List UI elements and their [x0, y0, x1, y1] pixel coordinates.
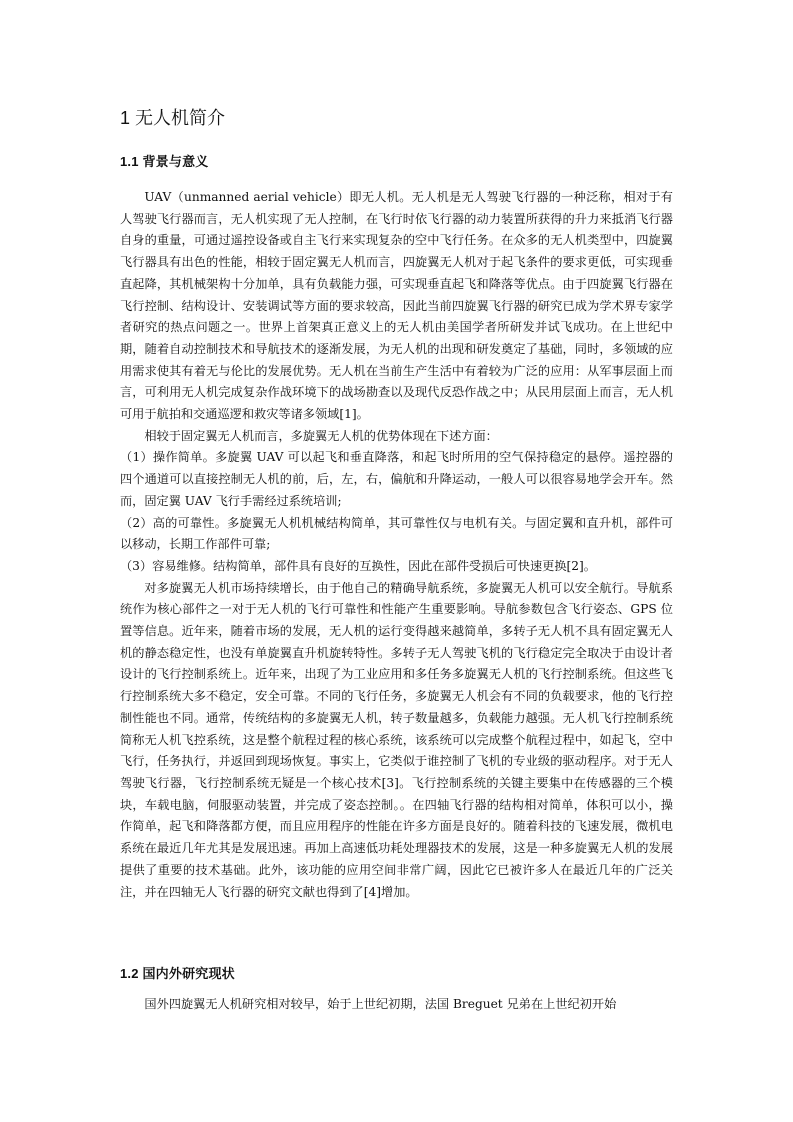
- paragraph: 对多旋翼无人机市场持续增长，由于他自己的精确导航系统，多旋翼无人机可以安全航行。导航系统作为核心部件之一对于无人机的飞行可靠性和性能产生重要影响。导航参数包含飞行姿态、GPS 位置等信息。近年来，随着市场的发展，无人机的运行变得越来越简单，多转子无人机不具有固定翼无人机的静态稳定性，也没有单旋翼直升机旋转特性。多转子无人驾驶飞机的飞行稳定完全取决于由设计者设计的飞行控制系统上。近年来，出现了为工业应用和多任务多旋翼无人机的飞行控制系统。但这些飞行控制系统大多不稳定，安全可靠。不同的飞行任务，多旋翼无人机会有不同的负载要求，他的飞行控制性能也不同。通常，传统结构的多旋翼无人机，转子数量越多，负载能力越强。无人机飞行控制系统简称无人机飞控系统，这是整个航程过程的核心系统，该系统可以完成整个航程过程中，如起飞，空中飞行，任务执行，并返回到现场恢复。事实上，它类似于谁控制了飞机的专业级的驱动程序。对于无人驾驶飞行器，飞行控制系统无疑是一个核心技术[3]。飞行控制系统的关键主要集中在传感器的三个模块，车载电脑，伺服驱动装置，并完成了姿态控制。。在四轴飞行器的结构相对简单，体积可以小，操作简单，起飞和降落都方便，而且应用程序的性能在许多方面是良好的。随着科技的飞速发展，微机电系统在最近几年尤其是发展迅速。再加上高速低功耗处理器技术的发展，这是一种多旋翼无人机的发展提供了重要的技术基础。此外，该功能的应用空间非常广阔，因此它已被许多人在最近几年的广泛关注，并在四轴无人飞行器的研究文献也得到了[4]增加。: [120, 580, 673, 899]
- list-item: （3）容易维修。结构简单，部件具有良好的互换性，因此在部件受损后可快速更换[2]。: [120, 558, 596, 573]
- paragraph: 国外四旋翼无人机研究相对较早，始于上世纪初期，法国 Breguet 兄弟在上世纪初开始: [144, 997, 617, 1011]
- section-body-background: [120, 187, 673, 947]
- list-item: （1）操作简单。多旋翼 UAV 可以起飞和垂直降落，和起飞时所用的空气保持稳定的悬停。遥控器的四个通道可以直接控制无人机的前，后，左，右，偏航和升降运动，一般人可以很容易地学会开车。然而，固定翼 UAV 飞行手需经过系统培训;: [120, 450, 673, 508]
- section-heading-research-status: 1.2 国内外研究现状: [120, 966, 235, 981]
- section-heading-background: 1.1 背景与意义: [120, 154, 209, 169]
- list-item: （2）高的可靠性。多旋翼无人机机械结构简单，其可靠性仅与电机有关。与固定翼和直升机，部件可以移动，长期工作部件可靠;: [120, 515, 673, 552]
- paragraph: UAV（unmanned aerial vehicle）即无人机。无人机是无人驾驶飞行器的一种泛称，相对于有人驾驶飞行器而言，无人机实现了无人控制，在飞行时依飞行器的动力装置所获得的升力来抵消飞行器自身的重量，可通过遥控设备或自主飞行来实现复杂的空中飞行任务。在众多的无人机类型中，四旋翼飞行器具有出色的性能，相较于固定翼无人机而言，四旋翼无人机对于起飞条件的要求更低，可实现垂直起降，其机械架构十分加单，具有负载能力强，可实现垂直起飞和降落等优点。由于四旋翼飞行器在飞行控制、结构设计、安装调试等方面的要求较高，因此当前四旋翼飞行器的研究已成为学术界专家学者研究的热点问题之一。世界上首架真正意义上的无人机由美国学者所研发并试飞成功。在上世纪中期，随着自动控制技术和导航技术的逐渐发展，为无人机的出现和研发奠定了基础，同时，多领域的应用需求使其有着无与伦比的发展优势。无人机在当前生产生活中有着较为广泛的应用：从军事层面上而言，可利用无人机完成复杂作战环境下的战场勘查以及现代反恐作战之中；从民用层面上而言，无人机可用于航拍和交通巡逻和救灾等诸多领域[1]。: [120, 190, 673, 422]
- paragraph: 相较于固定翼无人机而言，多旋翼无人机的优势体现在下述方面：: [144, 428, 498, 443]
- section-body-research-status: [120, 994, 673, 1018]
- chapter-title: 1 无人机简介: [120, 108, 226, 128]
